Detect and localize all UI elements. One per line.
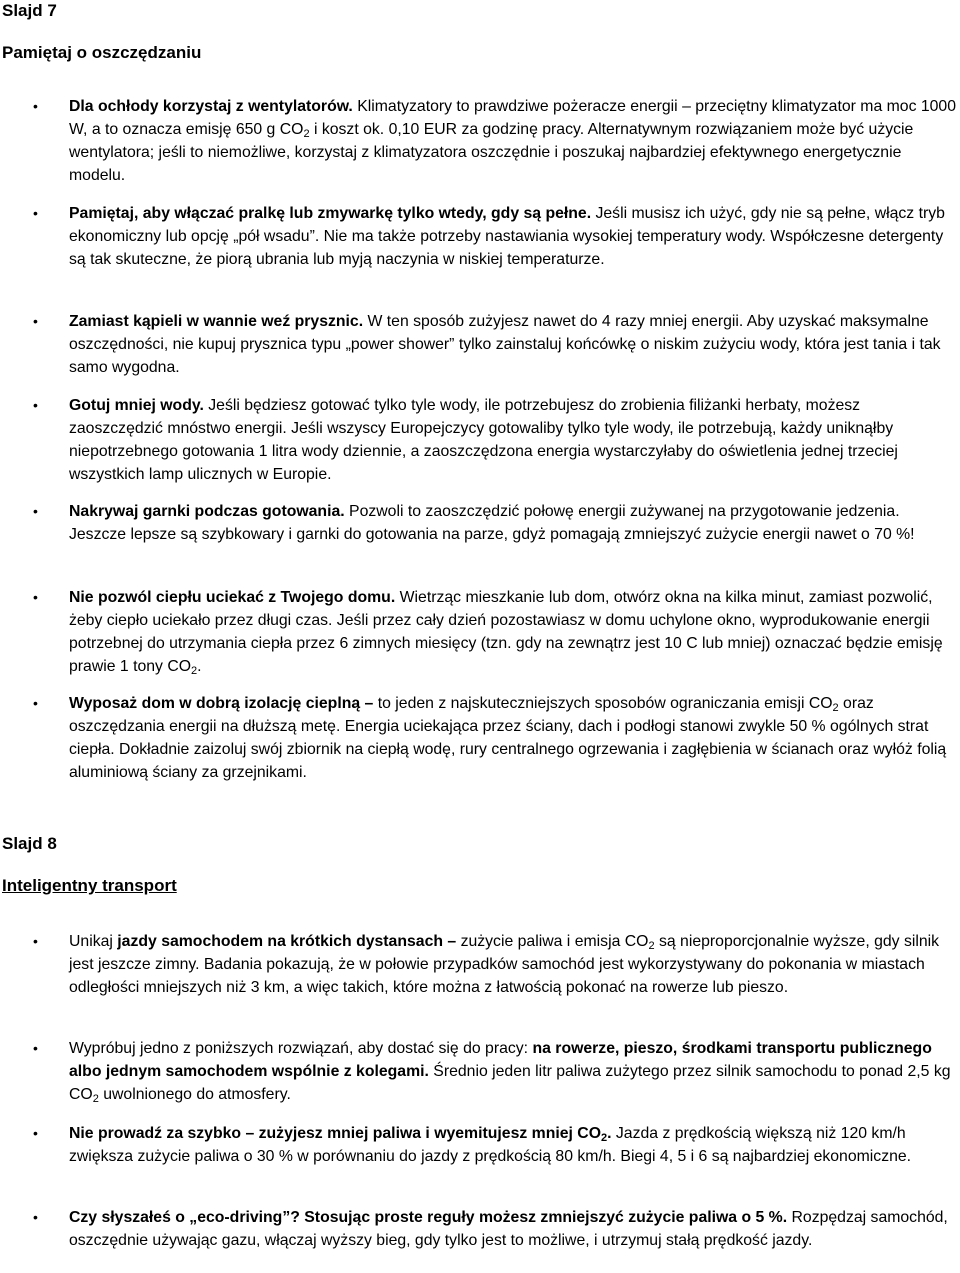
item-bold-text: Gotuj mniej wody.: [69, 397, 204, 414]
item-text: Jeśli będziesz gotować tylko tyle wody, ile potrzebujesz do zrobienia filiżanki herbaty, możesz zaoszczędzić mnóstwo energii. Jeśli wszyscy Europejczycy gotowaliby tylko tyle wody, ile potrzebują, każdy uniknąłby niepotrzebnego gotowania 1 litra wody dziennie, a zaoszczędzona energia wystarczyłaby do oświetlenia jednej trzeciej wszystkich lamp ulicznych w Europie.: [69, 397, 898, 483]
item-bold-text: .: [607, 1125, 612, 1142]
list-item: [33, 95, 957, 187]
bullet-icon: •: [33, 933, 38, 949]
list-item: [33, 1122, 957, 1168]
bullet-icon: •: [33, 1040, 38, 1056]
list-item: [33, 692, 957, 784]
item-bold-text: na rowerze, pieszo, środkami transportu publicznego albo jednym samochodem wspólnie z kolegami.: [69, 1040, 932, 1080]
item-bold-text: Nakrywaj garnki podczas gotowania.: [69, 503, 345, 520]
item-bold-text: Wyposaż dom w dobrą izolację cieplną –: [69, 695, 374, 712]
item-bold-text: Zamiast kąpieli w wannie weź prysznic.: [69, 313, 364, 330]
subscript: 2: [601, 1132, 608, 1144]
bullet-icon: •: [33, 205, 38, 221]
subscript: 2: [92, 1093, 99, 1105]
list-item: [33, 1037, 957, 1106]
subscript: 2: [832, 702, 839, 714]
bullet-icon: •: [33, 98, 38, 114]
item-text: Pozwoli to zaoszczędzić połowę energii zużywanej na przygotowanie jedzenia. Jeszcze lepsze są szybkowary i garnki do gotowania na parze, gdyż pomagają zmniejszyć zużycie energii nawet o 70 %!: [69, 503, 915, 543]
slide-7-title: Pamiętaj o oszczędzaniu: [2, 43, 202, 62]
list-item: [33, 500, 957, 546]
item-text: .: [197, 658, 202, 675]
list-item: [33, 394, 957, 486]
item-text: Unikaj: [69, 933, 118, 950]
item-bold-text: Nie prowadź za szybko – zużyjesz mniej paliwa i wyemitujesz mniej CO: [69, 1125, 601, 1142]
item-bold-text: Czy słyszałeś o „eco-driving”? Stosując proste reguły możesz zmniejszyć zużycie paliwa o 5 %.: [69, 1209, 788, 1226]
item-text: i koszt ok. 0,10 EUR za godzinę pracy. Alternatywnym rozwiązaniem może być użycie wentylatora; jeśli to niemożliwe, korzystaj z klimatyzatora oszczędnie i poszukaj najbardziej efektywnego energetycznie modelu.: [69, 121, 914, 184]
item-bold-text: Dla ochłody korzystaj z wentylatorów.: [69, 98, 353, 115]
item-text: oraz oszczędzania energii na dłuższą metę. Energia uciekająca przez ściany, dach i podłogi stanowi zwykle 50 % ogólnych strat ciepła. Dokładnie zaizoluj swój zbiornik na ciepłą wodę, rury centralnego ogrzewania i zagłębienia w ścianach oraz wyłóż folią aluminiową ściany za grzejnikami.: [69, 695, 947, 781]
subscript: 2: [191, 665, 198, 677]
bullet-icon: •: [33, 1209, 38, 1225]
item-bold-text: Pamiętaj, aby włączać pralkę lub zmywarkę tylko wtedy, gdy są pełne.: [69, 205, 592, 222]
item-bold-text: Nie pozwól ciepłu uciekać z Twojego domu.: [69, 589, 396, 606]
bullet-icon: •: [33, 397, 38, 413]
subscript: 2: [303, 128, 310, 140]
slide-8-title: Inteligentny transport: [2, 876, 177, 895]
item-text: W ten sposób zużyjesz nawet do 4 razy mniej energii. Aby uzyskać maksymalne oszczędności, nie kupuj prysznica typu „power shower” tylko zainstaluj końcówkę o niskim zużyciu wody, która jest tania i tak samo wygodna.: [69, 313, 941, 376]
item-text: Jazda z prędkością większą niż 120 km/h zwiększa zużycie paliwa o 30 % w porównaniu do jazdy z prędkością 80 km/h. Biegi 4, 5 i 6 są najbardziej ekonomiczne.: [69, 1125, 912, 1165]
item-text: Wietrząc mieszkanie lub dom, otwórz okna na kilka minut, zamiast pozwolić, żeby ciepło uciekało przez długi czas. Jeśli przez cały dzień pozostawiasz w domu uchylone okno, wyprodukowanie energii potrzebnej do utrzymania ciepła przez 6 zimnych miesięcy (tzn. gdy na zewnątrz jest 10 C lub mniej) oznaczać będzie emisję prawie 1 tony CO: [69, 589, 943, 675]
item-text: są nieproporcjonalnie wyższe, gdy silnik jest jeszcze zimny. Badania pokazują, że w połowie przypadków samochód jest wykorzystywany do pokonania w miastach odległości mniejszych niż 3 km, a więc takich, które można z łatwością pokonać na rowerze lub pieszo.: [69, 933, 940, 996]
item-text: zużycie paliwa i emisja CO: [456, 933, 649, 950]
item-text: Klimatyzatory to prawdziwe pożeracze energii – przeciętny klimatyzator ma moc 1000 W, a to oznacza emisję 650 g CO: [69, 98, 956, 138]
list-item: [33, 586, 957, 678]
item-text: Średnio jeden litr paliwa zużytego przez silnik samochodu to ponad 2,5 kg CO: [69, 1063, 951, 1103]
item-text: Rozpędzaj samochód, oszczędnie używając gazu, włączaj wyższy bieg, gdy tylko jest to możliwe, i utrzymuj stałą prędkość jazdy.: [69, 1209, 948, 1249]
list-item: [33, 930, 957, 999]
subscript: 2: [648, 940, 655, 952]
bullet-icon: •: [33, 1125, 38, 1141]
list-item: [33, 1206, 957, 1252]
list-item: [33, 310, 957, 379]
slide-8-heading: Slajd 8: [2, 834, 57, 853]
slide-7-heading: Slajd 7: [2, 1, 57, 20]
list-item: [33, 202, 957, 271]
bullet-icon: •: [33, 313, 38, 329]
item-text: to jeden z najskuteczniejszych sposobów ograniczania emisji CO: [373, 695, 833, 712]
item-bold-text: jazdy samochodem na krótkich dystansach –: [117, 933, 457, 950]
bullet-icon: •: [33, 503, 38, 519]
item-text: uwolnionego do atmosfery.: [98, 1086, 291, 1103]
item-text: Jeśli musisz ich użyć, gdy nie są pełne, włącz tryb ekonomiczny lub opcję „pół wsadu”. Nie ma także potrzeby nastawiania wysokiej temperatury wody. Współczesne detergenty są tak skuteczne, że piorą ubrania lub myją naczynia w niskiej temperaturze.: [69, 205, 945, 268]
bullet-icon: •: [33, 695, 38, 711]
item-text: Wypróbuj jedno z poniższych rozwiązań, aby dostać się do pracy:: [69, 1040, 533, 1057]
bullet-icon: •: [33, 589, 38, 605]
